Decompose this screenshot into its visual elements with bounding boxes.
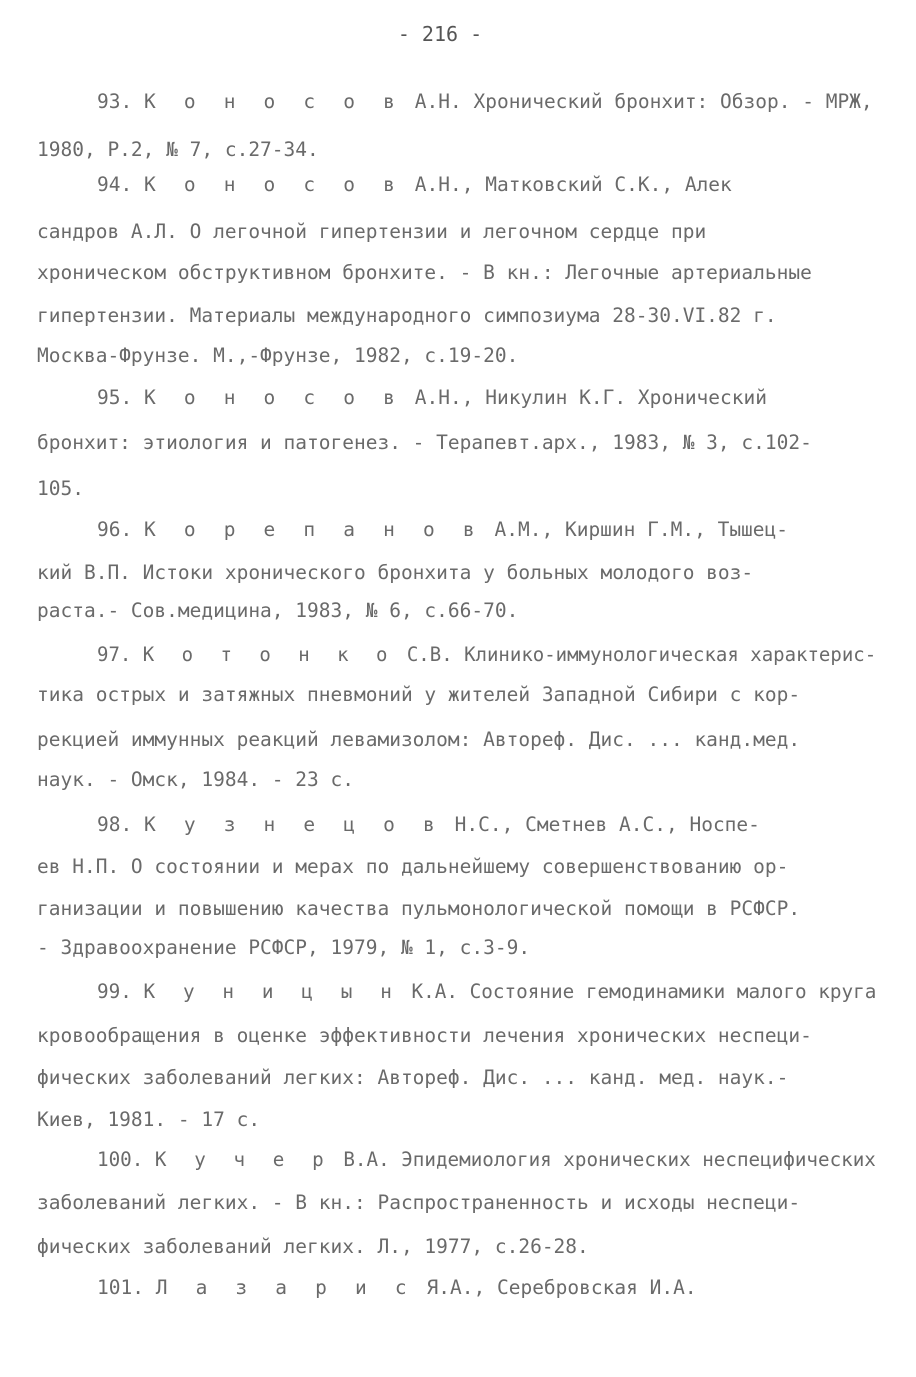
entry-author: К у н и ц ы н <box>143 980 400 1003</box>
entry-text: - Здравоохранение РСФСР, 1979, № 1, с.3-9. <box>37 936 531 959</box>
entry-line <box>37 1237 589 1257</box>
entry-text: заболеваний легких. - В кн.: Распространенность и исходы неспеци- <box>37 1191 801 1214</box>
entry-text: тика острых и затяжных пневмоний у жителей Западной Сибири с кор- <box>37 683 801 706</box>
entry-number: 95. <box>97 386 144 409</box>
entry-line <box>37 1026 812 1046</box>
entry-line <box>97 1278 697 1298</box>
entry-line <box>37 857 788 877</box>
entry-line <box>37 899 800 919</box>
entry-author: К о н о с о в <box>143 386 404 409</box>
entry-number: 100. <box>97 1148 155 1171</box>
entry-line <box>97 1150 876 1170</box>
entry-line <box>37 563 753 583</box>
entry-line <box>37 1193 800 1213</box>
entry-text: Н.С., Сметнев А.С., Носпе- <box>442 813 760 836</box>
entry-line <box>37 346 518 366</box>
entry-number: 101. <box>97 1276 156 1299</box>
page-number: - 216 - <box>397 22 483 46</box>
entry-text: бронхит: этиология и патогенез. - Терапевт.арх., 1983, № 3, с.102- <box>37 431 812 454</box>
entry-number: 93. <box>97 90 144 113</box>
entry-text: ганизации и повышению качества пульмонологической помощи в РСФСР. <box>37 897 801 920</box>
entry-line <box>37 433 812 453</box>
entry-line <box>97 175 732 195</box>
entry-text: А.Н. Хронический бронхит: Обзор. - МРЖ, <box>403 90 873 113</box>
entry-author: К о н о с о в <box>143 90 404 113</box>
entry-number: 99. <box>97 980 144 1003</box>
entry-line <box>37 479 84 499</box>
entry-line <box>37 140 319 160</box>
entry-line <box>97 982 876 1002</box>
entry-text: фических заболеваний легких. Л., 1977, с.26-28. <box>37 1235 589 1258</box>
entry-line <box>37 263 812 283</box>
entry-number: 98. <box>97 813 144 836</box>
entry-text: гипертензии. Материалы международного симпозиума 28-30.VI.82 г. <box>37 304 777 327</box>
entry-line <box>37 730 800 750</box>
entry-line <box>37 306 777 326</box>
entry-text: сандров А.Л. О легочной гипертензии и легочном сердце при <box>37 220 707 243</box>
entry-text: ев Н.П. О состоянии и мерах по дальнейшему совершенствованию ор- <box>37 855 789 878</box>
entry-author: К о р е п а н о в <box>143 518 483 541</box>
entry-text: кровообращения в оценке эффективности лечения хронических неспеци- <box>37 1024 812 1047</box>
entry-text: Я.А., Серебровская И.А. <box>414 1276 697 1299</box>
entry-text: А.Н., Никулин К.Г. Хронический <box>403 386 768 409</box>
entry-text: А.Н., Матковский С.К., Алек <box>403 173 732 196</box>
entry-line <box>97 92 873 112</box>
entry-text: раста.- Сов.медицина, 1983, № 6, с.66-70. <box>37 599 519 622</box>
entry-line <box>97 645 876 665</box>
entry-text: наук. - Омск, 1984. - 23 с. <box>37 768 354 791</box>
entry-text: К.А. Состояние гемодинамики малого круга <box>399 980 877 1003</box>
entry-line <box>37 601 518 621</box>
entry-text: С.В. Клинико-иммунологическая характерис- <box>395 643 877 666</box>
entry-author: К у ч е р <box>154 1148 332 1171</box>
entry-line <box>97 388 767 408</box>
entry-line <box>37 770 354 790</box>
entry-text: рекцией иммунных реакций левамизолом: Автореф. Дис. ... канд.мед. <box>37 728 801 751</box>
entry-line <box>37 222 706 242</box>
entry-text: 1980, Р.2, № 7, с.27-34. <box>37 138 319 161</box>
entry-line <box>97 815 760 835</box>
entry-text: Киев, 1981. - 17 с. <box>37 1108 261 1131</box>
entry-text: Москва-Фрунзе. М.,-Фрунзе, 1982, с.19-20. <box>37 344 519 367</box>
entry-author: К у з н е ц о в <box>143 813 443 836</box>
entry-number: 97. <box>97 643 143 666</box>
entry-text: кий В.П. Истоки хронического бронхита у больных молодого воз- <box>37 561 754 584</box>
entry-author: Л а з а р и с <box>155 1276 415 1299</box>
entry-line <box>37 938 530 958</box>
entry-text: А.М., Киршин Г.М., Тышец- <box>482 518 789 541</box>
entry-line <box>37 685 800 705</box>
entry-text: фических заболеваний легких: Автореф. Дис. ... канд. мед. наук.- <box>37 1066 789 1089</box>
entry-author: К о т о н к о <box>142 643 396 666</box>
entry-number: 94. <box>97 173 144 196</box>
entry-line <box>37 1110 260 1130</box>
entry-line <box>97 520 788 540</box>
entry-author: К о н о с о в <box>143 173 404 196</box>
entry-number: 96. <box>97 518 144 541</box>
entry-text: В.А. Эпидемиология хронических неспецифических <box>331 1148 876 1171</box>
entry-line <box>37 1068 788 1088</box>
entry-text: хроническом обструктивном бронхите. - В кн.: Легочные артериальные <box>37 261 812 284</box>
entry-text: 105. <box>37 477 84 500</box>
